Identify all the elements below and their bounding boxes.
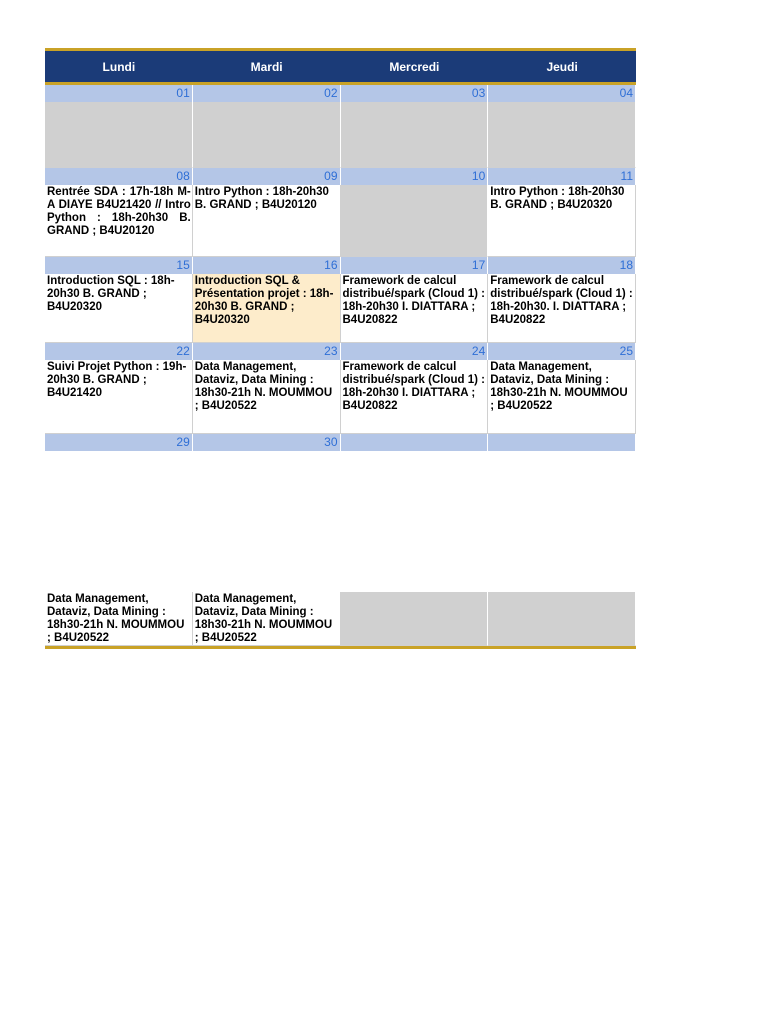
- event-cell[interactable]: Data Management, Dataviz, Data Mining : 18h30-21h N. MOUMMOU ; B4U20522: [193, 592, 341, 646]
- date-number: 01: [45, 85, 193, 102]
- day-header-lundi: Lundi: [102, 59, 136, 74]
- week-2-dates: [45, 168, 636, 185]
- date-number: 10: [341, 168, 489, 185]
- date-number: 11: [488, 168, 636, 185]
- date-number: 22: [45, 343, 193, 360]
- date-number: 08: [45, 168, 193, 185]
- date-number: 15: [45, 257, 193, 274]
- week-4-events: [45, 360, 636, 434]
- week-2-events: [45, 185, 636, 257]
- date-number: 03: [341, 85, 489, 102]
- date-number: 17: [341, 257, 489, 274]
- date-number: 23: [193, 343, 341, 360]
- day-cell[interactable]: [45, 102, 193, 168]
- week-1-dates: [45, 85, 636, 102]
- event-cell[interactable]: Framework de calcul distribué/spark (Cloud 1) : 18h-20h30 I. DIATTARA ; B4U20822: [341, 274, 489, 343]
- event-cell[interactable]: Intro Python : 18h-20h30 B. GRAND ; B4U20320: [488, 185, 636, 257]
- day-cell[interactable]: [488, 102, 636, 168]
- event-cell[interactable]: Introduction SQL : 18h-20h30 B. GRAND ; B4U20320: [45, 274, 193, 343]
- week-5-events: [45, 592, 636, 646]
- day-cell[interactable]: [341, 185, 489, 257]
- event-cell[interactable]: Suivi Projet Python : 19h-20h30 B. GRAND ; B4U21420: [45, 360, 193, 434]
- event-cell[interactable]: Framework de calcul distribué/spark (Cloud 1) : 18h-20h30 I. DIATTARA ; B4U20822: [341, 360, 489, 434]
- date-number: 24: [341, 343, 489, 360]
- event-cell[interactable]: Data Management, Dataviz, Data Mining : 18h30-21h N. MOUMMOU ; B4U20522: [488, 360, 636, 434]
- date-number: 02: [193, 85, 341, 102]
- date-number: 09: [193, 168, 341, 185]
- date-number: 16: [193, 257, 341, 274]
- event-cell-highlighted[interactable]: Introduction SQL & Présentation projet : 18h-20h30 B. GRAND ; B4U20320: [193, 274, 341, 343]
- date-number: 30: [193, 434, 341, 451]
- day-header-mardi: Mardi: [250, 59, 283, 74]
- date-number: 18: [488, 257, 636, 274]
- event-cell[interactable]: Data Management, Dataviz, Data Mining : 18h30-21h N. MOUMMOU ; B4U20522: [45, 592, 193, 646]
- day-cell[interactable]: [488, 592, 636, 646]
- week-3-events: [45, 274, 636, 343]
- date-number: 04: [488, 85, 636, 102]
- date-number: [341, 434, 489, 451]
- calendar-bottom-border: [45, 646, 636, 649]
- day-header-mercredi: Mercredi: [389, 59, 440, 74]
- date-number: 25: [488, 343, 636, 360]
- week-1-events: [45, 102, 636, 168]
- event-cell[interactable]: Rentrée SDA : 17h-18h M-A DIAYE B4U21420 // Intro Python : 18h-20h30 B. GRAND ; B4U20120: [45, 185, 193, 257]
- week-4-dates: [45, 343, 636, 360]
- event-cell[interactable]: Intro Python : 18h-20h30 B. GRAND ; B4U20120: [193, 185, 341, 257]
- day-cell[interactable]: [193, 102, 341, 168]
- date-number: 29: [45, 434, 193, 451]
- day-cell[interactable]: [341, 592, 489, 646]
- date-number: [488, 434, 636, 451]
- event-cell[interactable]: Framework de calcul distribué/spark (Cloud 1) : 18h-20h30. I. DIATTARA ; B4U20822: [488, 274, 636, 343]
- week-5-dates: [45, 434, 636, 451]
- weekday-header: [45, 48, 636, 85]
- day-header-jeudi: Jeudi: [546, 59, 578, 74]
- week-3-dates: [45, 257, 636, 274]
- day-cell[interactable]: [341, 102, 489, 168]
- event-cell[interactable]: Data Management, Dataviz, Data Mining : 18h30-21h N. MOUMMOU ; B4U20522: [193, 360, 341, 434]
